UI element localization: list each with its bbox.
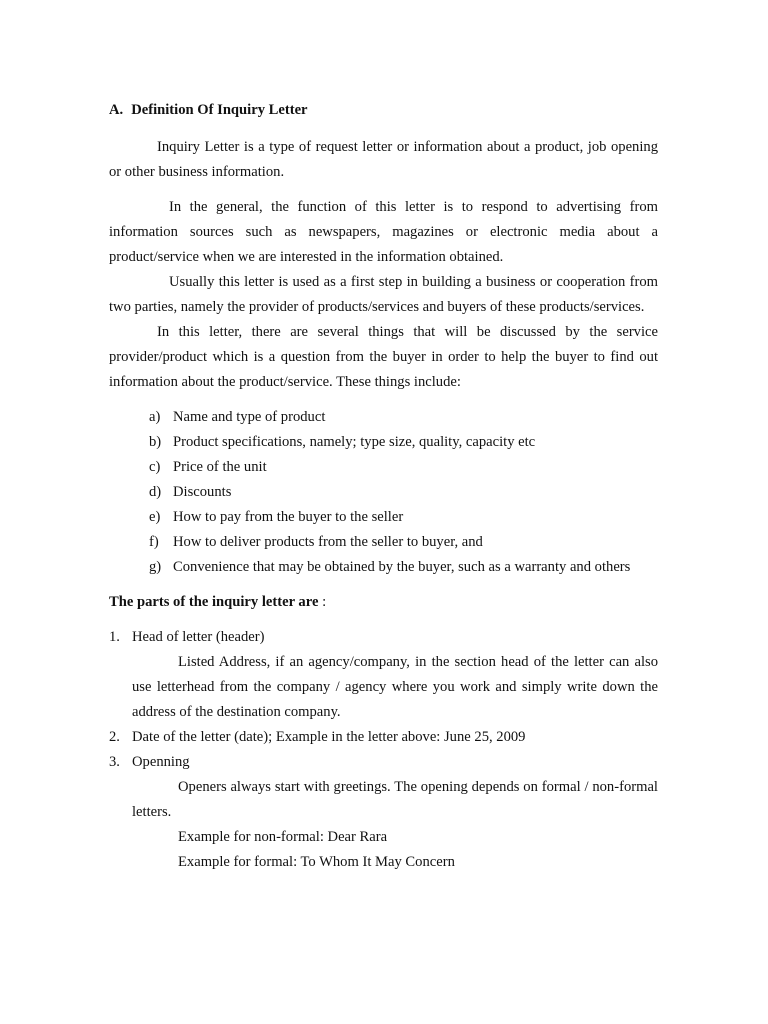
list-marker: e) bbox=[149, 509, 161, 525]
list-item bbox=[109, 480, 658, 505]
example-non-formal: Example for non-formal: Dear Rara bbox=[178, 829, 388, 845]
document-page bbox=[109, 98, 658, 875]
list-marker: f) bbox=[149, 534, 159, 550]
section-heading bbox=[109, 98, 658, 123]
list-marker: b) bbox=[149, 434, 162, 450]
part-body: Listed Address, if an agency/company, in the section head of the letter can also use letterhead from the company / agency where you work and simply write down the address of the destination company. bbox=[132, 654, 658, 720]
part-title: Head of letter (header) bbox=[132, 629, 265, 645]
list-item bbox=[109, 430, 658, 455]
list-marker: c) bbox=[149, 459, 161, 475]
part-title: Openning bbox=[132, 754, 190, 770]
part-number: 3. bbox=[109, 754, 120, 770]
list-item bbox=[109, 555, 658, 580]
list-marker: d) bbox=[149, 484, 162, 500]
list-item-text: Name and type of product bbox=[173, 409, 326, 425]
list-item-text: How to pay from the buyer to the seller bbox=[173, 509, 404, 525]
part-item-date bbox=[109, 725, 658, 750]
list-item-text: Discounts bbox=[173, 484, 232, 500]
paragraph-usage: Usually this letter is used as a first step in building a business or cooperation from two parties, namely the provider of products/services and buyers of these products/services. bbox=[109, 274, 658, 315]
list-item bbox=[109, 505, 658, 530]
section-letter: A. bbox=[109, 102, 124, 118]
list-item bbox=[109, 455, 658, 480]
example-formal: Example for formal: To Whom It May Concern bbox=[178, 854, 455, 870]
list-item-text: Convenience that may be obtained by the buyer, such as a warranty and others bbox=[173, 559, 631, 575]
things-list bbox=[109, 405, 658, 580]
list-item-text: Price of the unit bbox=[173, 459, 267, 475]
parts-heading bbox=[109, 590, 658, 615]
list-marker: a) bbox=[149, 409, 161, 425]
list-marker: g) bbox=[149, 559, 162, 575]
parts-list bbox=[109, 625, 658, 875]
section-title: Definition Of Inquiry Letter bbox=[131, 102, 308, 118]
list-item-text: How to deliver products from the seller to buyer, and bbox=[173, 534, 483, 550]
part-item-opening bbox=[109, 750, 658, 875]
part-title: Date of the letter (date); Example in the letter above: June 25, 2009 bbox=[132, 729, 526, 745]
list-item bbox=[109, 405, 658, 430]
list-item bbox=[109, 530, 658, 555]
paragraph-discussion: In this letter, there are several things that will be discussed by the service provider/product which is a question from the buyer in order to help the buyer to find out information about the product/service. These things include: bbox=[109, 324, 658, 390]
part-body: Openers always start with greetings. The opening depends on formal / non-formal letters. bbox=[132, 779, 658, 820]
part-item-header bbox=[109, 625, 658, 725]
paragraph-function: In the general, the function of this letter is to respond to advertising from information sources such as newspapers, magazines or electronic media about a product/service when we are interested in the information obtained. bbox=[109, 199, 658, 265]
parts-title: The parts of the inquiry letter are bbox=[109, 594, 319, 610]
part-number: 2. bbox=[109, 729, 120, 745]
paragraph-definition: Inquiry Letter is a type of request letter or information about a product, job opening or other business information. bbox=[109, 139, 658, 180]
parts-colon: : bbox=[318, 594, 327, 610]
list-item-text: Product specifications, namely; type size, quality, capacity etc bbox=[173, 434, 536, 450]
part-number: 1. bbox=[109, 629, 120, 645]
